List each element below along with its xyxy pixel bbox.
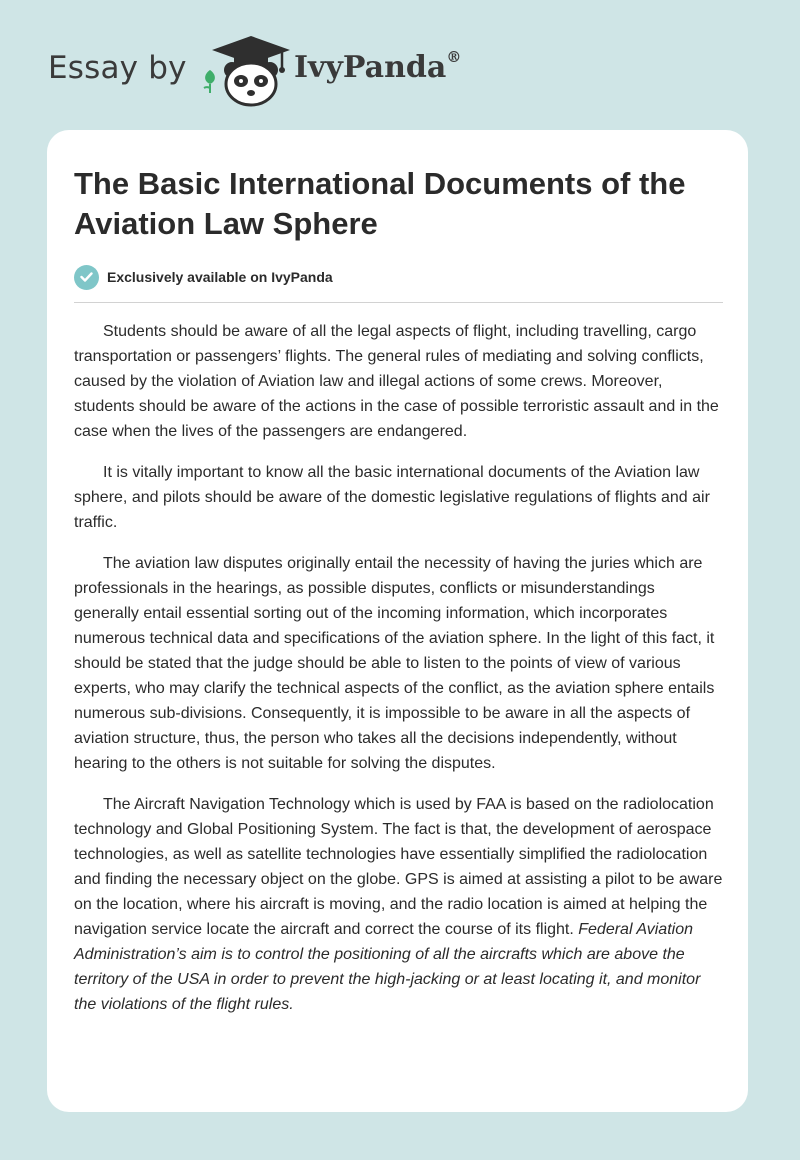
divider: [74, 302, 723, 303]
essay-card: [47, 130, 748, 1112]
brand-name: IvyPanda: [294, 50, 447, 85]
site-header: [0, 0, 800, 130]
paragraph: The aviation law disputes originally entail the necessity of having the juries which are professionals in the hearings, as possible disputes, conflicts or misunderstandings generally entail essential sorting out of the incoming information, which incorporates numerous technical data and specifications of the aviation sphere. In the light of this fact, it should be stated that the judge should be able to listen to the points of view of various experts, who may clarify the technical aspects of the conflict, as the aviation sphere entails numerous sub-divisions. Consequently, it is impossible to be aware in all the aspects of aviation structure, thus, the person who takes all the decisions independently, without hearing to the others is not suitable for solving the disputes.: [74, 555, 715, 772]
ivypanda-brand[interactable]: [294, 50, 461, 85]
panda-logo-icon[interactable]: [210, 34, 292, 108]
paragraph: Students should be aware of all the legal aspects of flight, including travelling, cargo transportation or passengers’ flights. The general rules of mediating and solving conflicts, caused by the violation of Aviation law and illegal actions of some crews. Moreover, students should be aware of the actions in the case of possible terroristic assault and in the case when the lives of the passengers are endangered.: [74, 323, 719, 440]
paragraph: [74, 792, 723, 1017]
registered-mark: ®: [446, 48, 462, 66]
paragraph-text: The Aircraft Navigation Technology which is used by FAA is based on the radiolocation technology and Global Positioning System. The fact is that, the development of aerospace technologies, as well as satellite technologies have essentially simplified the radiolocation and finding the necessary object on the globe. GPS is aimed at assisting a pilot to be aware on the location, where his aircraft is moving, and the radio location is aimed at helping the navigation service locate the aircraft and correct the course of its flight.: [74, 796, 723, 938]
paragraph-italic-text: Federal Aviation Administration’s aim is to control the positioning of all the aircrafts which are above the territory of the USA in order to prevent the high-jacking or at least locating it, and monitor the violations of the flight rules.: [74, 921, 701, 1013]
checkmark-icon: [74, 265, 99, 290]
essay-title: The Basic International Documents of the Aviation Law Sphere: [74, 166, 686, 241]
essay-by-label: Essay by: [48, 50, 187, 86]
paragraph: It is vitally important to know all the basic international documents of the Aviation law sphere, and pilots should be aware of the domestic legislative regulations of flights and air traffic.: [74, 464, 710, 531]
exclusive-badge-label: Exclusively available on IvyPanda: [107, 269, 333, 285]
exclusive-badge: [74, 264, 333, 290]
essay-body: [74, 319, 723, 1033]
